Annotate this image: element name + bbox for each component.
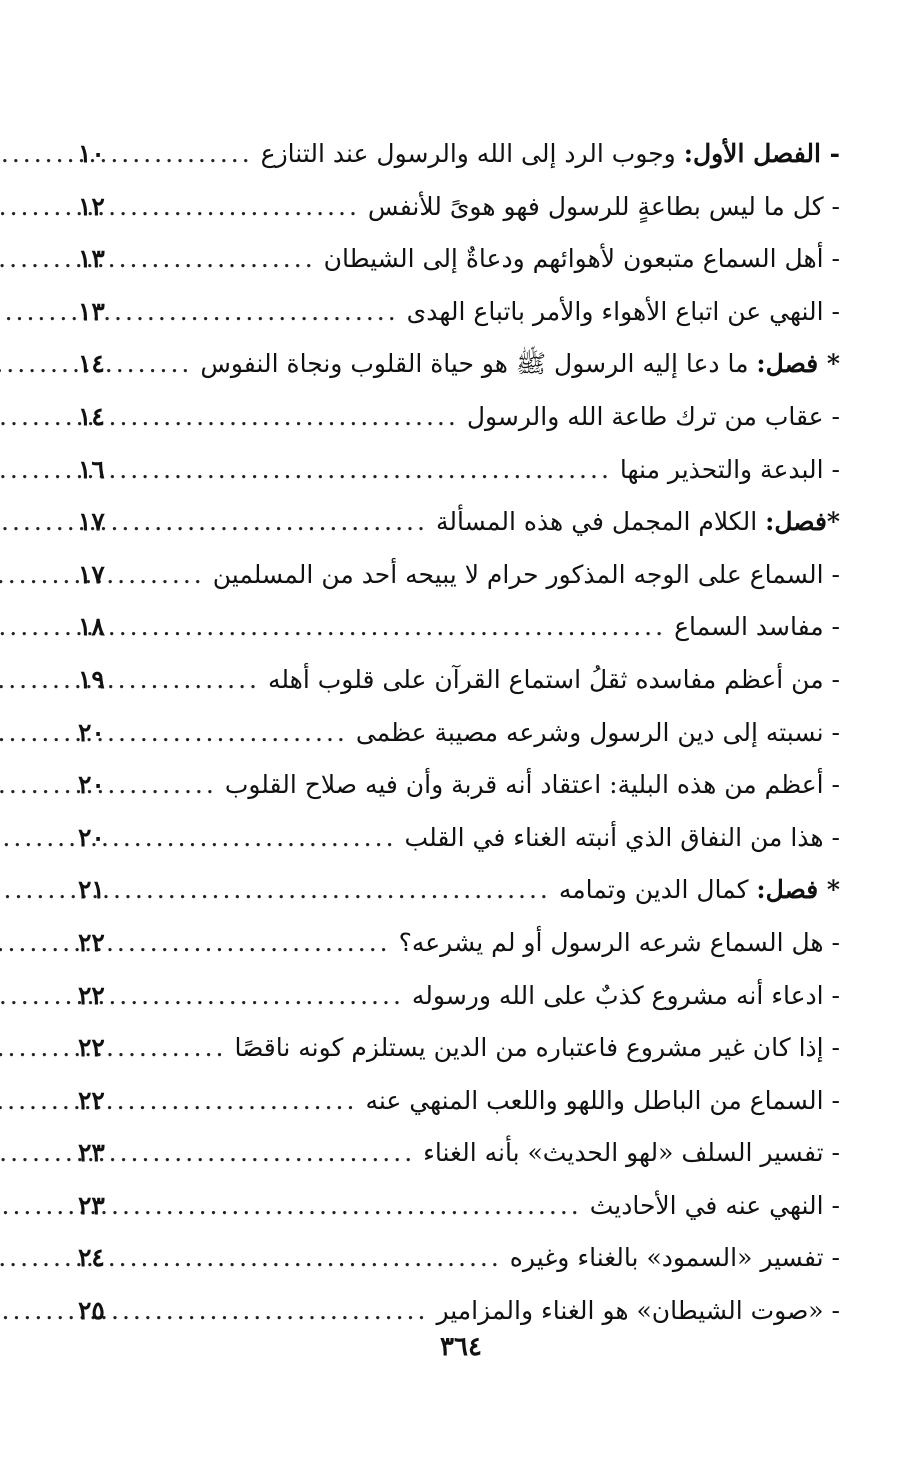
toc-entry-text: - السماع من الباطل واللهو واللعب المنهي عنه: [365, 1085, 840, 1115]
dot-leader: [120, 1075, 357, 1128]
dot-leader: [120, 970, 404, 1023]
dot-leader: [120, 233, 316, 286]
toc-entry-title: [268, 654, 840, 707]
dot-leader: [120, 601, 666, 654]
toc-entry-text: - أعظم من هذه البلية: اعتقاد أنه قربة وأن فيه صلاح القلوب: [224, 770, 840, 800]
toc-entry-label: * فصل:: [756, 875, 840, 905]
toc-entry-text: الكلام المجمل في هذه المسألة: [435, 507, 766, 537]
toc-entry-title: [365, 1075, 840, 1128]
toc-entry-text: - تفسير «السمود» بالغناء وغيره: [509, 1243, 840, 1273]
toc-entry-title: [200, 338, 840, 391]
toc-entry: [78, 338, 840, 391]
toc-entry: [78, 1075, 840, 1128]
dot-leader: [120, 812, 397, 865]
toc-entry-text: - «صوت الشيطان» هو الغناء والمزامير: [436, 1296, 840, 1326]
toc-entry: [78, 496, 840, 549]
dot-leader: [120, 496, 428, 549]
toc-entry: [78, 391, 840, 444]
toc-page-number: ٢٢: [78, 980, 105, 1010]
toc-entry-label: - الفصل الأول:: [683, 139, 840, 168]
toc-entry-text: - أهل السماع متبعون لأهوائهم ودعاةٌ إلى الشيطان: [323, 244, 840, 274]
toc-entry: [78, 1022, 840, 1075]
toc-entry-text: وجوب الرد إلى الله والرسول عند التنازع: [260, 139, 684, 168]
toc-page-number: ١٦: [78, 454, 105, 484]
toc-entry: [78, 549, 840, 602]
toc-page-number: ٢٣: [78, 1190, 105, 1220]
toc-entry: [78, 812, 840, 865]
toc-entry-title: [467, 391, 840, 444]
toc-page-number: ٢٣: [78, 1138, 105, 1168]
toc-entry-text: ما دعا إليه الرسول ﷺ هو حياة القلوب ونجاة النفوس: [200, 349, 757, 379]
toc-page-number: ١٧: [78, 559, 105, 589]
dot-leader: [120, 759, 217, 812]
toc-entry-text: - هذا من النفاق الذي أنبته الغناء في القلب: [404, 822, 840, 852]
dot-leader: [120, 181, 360, 234]
toc-page-number: ١٤: [78, 401, 105, 431]
toc-entry-title: [261, 128, 840, 181]
toc-entry-text: - إذا كان غير مشروع فاعتباره من الدين يستلزم كونه ناقصًا: [234, 1033, 840, 1063]
toc-page-number: ١٩: [78, 664, 105, 694]
toc-entry-label: *فصل:: [765, 507, 840, 537]
toc-page-number: ١٣: [78, 244, 105, 274]
toc-entry-text: - كل ما ليس بطاعةٍ للرسول فهو هوىً للأنفس: [367, 191, 840, 221]
dot-leader: [120, 1022, 226, 1075]
toc-entry-title: [436, 1285, 840, 1338]
toc-page-number: ١٠: [78, 139, 105, 168]
toc-entry-text: - البدعة والتحذير منها: [619, 454, 840, 484]
toc-page-number: ٢٢: [78, 1033, 105, 1063]
toc-entry-title: [590, 1180, 840, 1233]
dot-leader: [120, 1232, 502, 1285]
toc-entry: [78, 286, 840, 339]
toc-entry-title: [225, 759, 840, 812]
toc-entry-text: - السماع على الوجه المذكور حرام لا يبيحه أحد من المسلمين: [212, 559, 840, 589]
toc-entry-title: [412, 970, 840, 1023]
dot-leader: [120, 549, 205, 602]
toc-entry-title: [407, 286, 840, 339]
toc-entry-title: [436, 496, 840, 549]
dot-leader: [120, 654, 260, 707]
toc-page-number: ٢٠: [78, 717, 105, 747]
toc-entry: [78, 1285, 840, 1338]
toc-entry-title: [405, 812, 840, 865]
toc-entry: [78, 759, 840, 812]
toc-entry: [78, 864, 840, 917]
toc-entry-title: [510, 1232, 840, 1285]
toc-entry: [78, 707, 840, 760]
toc-page-number: ٢٢: [78, 927, 105, 957]
toc-page-number: ١٢: [78, 191, 105, 221]
toc-entry-title: [213, 549, 840, 602]
toc-entry-title: [324, 233, 840, 286]
toc-entry: [78, 1127, 840, 1180]
toc-entry: [78, 444, 840, 497]
page-number: ٣٦٤: [440, 1332, 482, 1362]
toc-entry: [78, 233, 840, 286]
dot-leader: [120, 128, 253, 181]
dot-leader: [120, 1180, 582, 1233]
dot-leader: [120, 286, 399, 339]
toc-entry-text: - هل السماع شرعه الرسول أو لم يشرعه؟: [398, 927, 840, 957]
toc-entry: [78, 917, 840, 970]
toc-page-number: ٢١: [78, 875, 105, 905]
toc-page-number: ٢٠: [78, 770, 105, 800]
toc-entry-title: [620, 444, 840, 497]
dot-leader: [120, 391, 459, 444]
toc-entry: [78, 970, 840, 1023]
toc-entry: [78, 181, 840, 234]
toc-entry: [78, 601, 840, 654]
dot-leader: [120, 707, 348, 760]
toc-entry-title: [356, 707, 840, 760]
toc-page-number: ٢٢: [78, 1085, 105, 1115]
toc-entry-text: - ادعاء أنه مشروع كذبٌ على الله ورسوله: [411, 980, 840, 1010]
toc-entry: [78, 654, 840, 707]
toc-entry-text: - نسبته إلى دين الرسول وشرعه مصيبة عظمى: [355, 717, 840, 747]
toc-page-number: ٢٠: [78, 822, 105, 852]
toc-entry: [78, 1232, 840, 1285]
toc-entry-title: [234, 1022, 840, 1075]
toc-entry-title: [674, 601, 840, 654]
toc-entry: [78, 1180, 840, 1233]
toc-entry-text: كمال الدين وتمامه: [558, 875, 757, 905]
toc-page-number: ١٨: [78, 612, 105, 642]
dot-leader: [120, 444, 612, 497]
toc-entry-title: [399, 917, 840, 970]
toc-entry-text: - تفسير السلف «لهو الحديث» بأنه الغناء: [423, 1138, 840, 1168]
toc-page-number: ٢٤: [78, 1243, 105, 1273]
dot-leader: [120, 917, 391, 970]
table-of-contents: [78, 128, 840, 1338]
toc-entry-text: - من أعظم مفاسده ثقلُ استماع القرآن على قلوب أهله: [267, 664, 840, 694]
dot-leader: [120, 1285, 428, 1338]
toc-entry-label: * فصل:: [756, 349, 840, 379]
dot-leader: [120, 1127, 415, 1180]
dot-leader: [120, 338, 192, 391]
toc-entry-text: - النهي عنه في الأحاديث: [589, 1190, 840, 1220]
toc-entry-text: - النهي عن اتباع الأهواء والأمر باتباع الهدى: [406, 296, 840, 326]
toc-entry-title: [368, 181, 840, 234]
toc-page-number: ١٤: [78, 349, 105, 379]
toc-entry-title: [423, 1127, 840, 1180]
toc-page-number: ١٣: [78, 296, 105, 326]
toc-entry: [78, 128, 840, 181]
toc-page-number: ٢٥: [78, 1296, 105, 1326]
toc-entry-title: [559, 864, 840, 917]
toc-page-number: ١٧: [78, 507, 105, 537]
dot-leader: [120, 864, 551, 917]
toc-entry-text: - عقاب من ترك طاعة الله والرسول: [466, 401, 840, 431]
toc-entry-text: - مفاسد السماع: [674, 612, 840, 642]
